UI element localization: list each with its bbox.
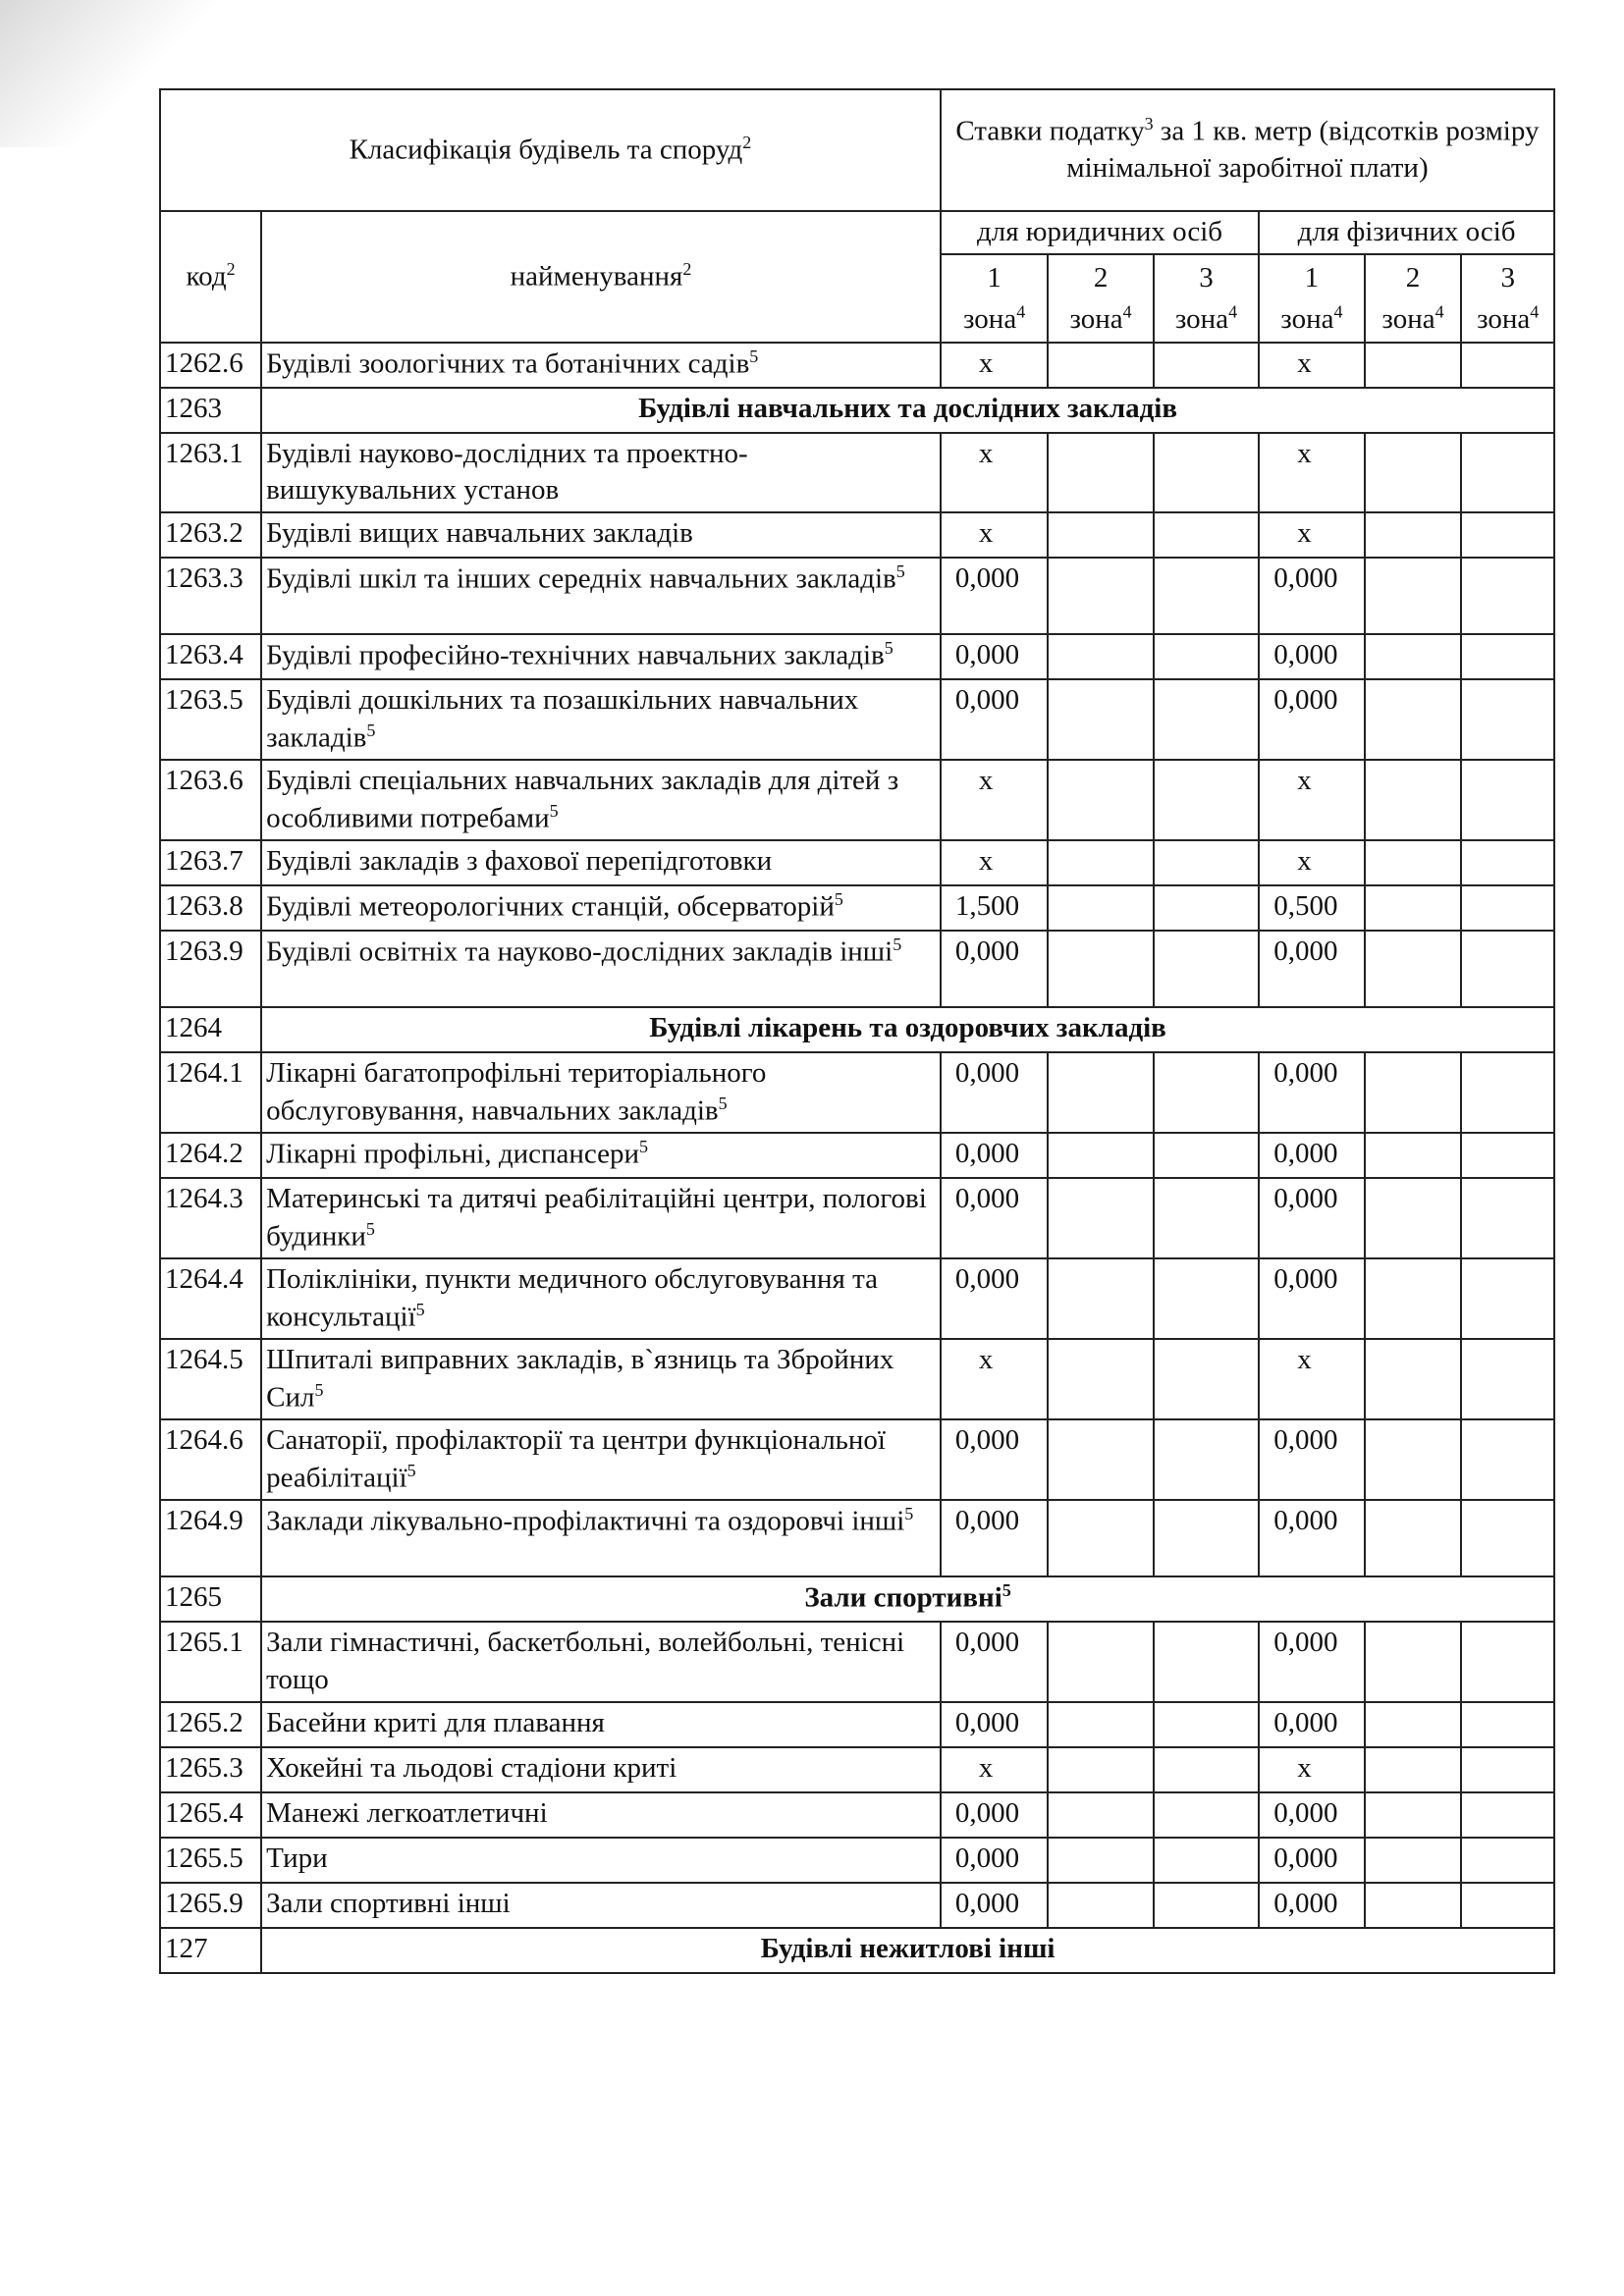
footnote-mark: 5 [639,1137,648,1157]
rate-cell: 0,000 [941,1258,1049,1339]
rate-cell [1154,1133,1259,1178]
rate-cell [1048,558,1153,634]
row-name-text: Будівлі дошкільних та позашкільних навчальних закладів [266,684,859,754]
row-name [261,1883,941,1928]
rate-cell: 0,000 [941,1052,1049,1133]
row-name [261,512,941,558]
row-name [261,433,941,512]
zone-footnote: 4 [1122,301,1132,322]
rate-cell: 0,000 [1259,634,1364,679]
section-title-text: Зали спортивні [804,1582,1002,1615]
section-title-text: Будівлі нежитлові інші [760,1932,1056,1964]
rate-cell [1365,1258,1462,1339]
rate-cell: 0,000 [941,558,1049,634]
footnote-mark: 5 [1001,1580,1011,1601]
row-name-text: Санаторії, профілакторії та центри функціональної реабілітації [266,1424,886,1494]
row-name [261,931,941,1007]
footnote-mark: 5 [365,1218,375,1239]
legal-entities-header: для юридичних осіб [941,211,1259,254]
table-row [160,343,1554,388]
row-name-text: Будівлі метеорологічних станцій, обсерваторій [266,890,835,923]
rate-cell [1461,1747,1554,1792]
row-code: 1263.1 [160,433,261,512]
section-title-text: Будівлі навчальних та дослідних закладів [638,392,1178,424]
rate-cell: 0,000 [941,1178,1049,1258]
section-title [261,388,1554,433]
rate-cell [1048,634,1153,679]
row-name-text: Будівлі закладів з фахової перепідготовки [266,845,773,878]
rate-cell [1048,885,1153,931]
row-name-text: Заклади лікувально-профілактичні та оздоровчі інші [266,1506,905,1538]
footnote-mark: 5 [895,561,905,582]
rate-cell [1461,1838,1554,1883]
rate-cell [1461,1258,1554,1339]
rate-cell [1154,343,1259,388]
rate-cell [1461,931,1554,1007]
table-row [160,1178,1554,1258]
rate-cell [1154,1339,1259,1419]
table-row [160,1500,1554,1576]
rate-cell: 0,000 [1259,1419,1364,1500]
rate-cell [1365,1883,1462,1928]
rate-cell [1365,760,1462,840]
rate-cell [1154,840,1259,885]
zone-number: 3 [1500,261,1515,294]
rate-cell [1154,1258,1259,1339]
rate-cell: x [941,512,1049,558]
rate-cell: 0,000 [1259,1133,1364,1178]
rate-cell [1048,1258,1153,1339]
table-row [160,679,1554,760]
zone-footnote: 4 [1228,301,1238,322]
rate-cell: x [1259,512,1364,558]
table-row [160,1133,1554,1178]
row-name-text: Шпиталі виправних закладів, в`язниць та Збройних Сил [266,1344,894,1414]
rate-cell [1461,1339,1554,1419]
rate-cell: 0,000 [1259,1883,1364,1928]
rate-cell [1154,1747,1259,1792]
table-header [160,89,1554,343]
rate-cell [1154,558,1259,634]
rate-cell [1365,1339,1462,1419]
rate-cell: 0,000 [1259,1702,1364,1747]
row-name-text: Будівлі зоологічних та ботанічних садів [266,347,750,380]
table-row [160,634,1554,679]
zone-header [941,254,1049,343]
rate-cell [1048,512,1153,558]
table-row [160,1339,1554,1419]
section-row [160,1928,1554,1973]
zone-number: 3 [1199,261,1214,294]
section-row [160,388,1554,433]
zone-footnote: 4 [1435,301,1444,322]
rate-cell [1048,840,1153,885]
row-name [261,840,941,885]
table-row [160,1792,1554,1838]
footnote-mark: 5 [904,1504,914,1524]
rate-cell: 0,000 [941,1792,1049,1838]
rate-cell [1461,679,1554,760]
section-code: 1263 [160,388,261,433]
rate-cell [1461,1622,1554,1701]
table-row [160,1052,1554,1133]
rate-cell: x [1259,760,1364,840]
row-name-text: Будівлі вищих навчальних закладів [266,517,693,550]
rate-cell [1365,343,1462,388]
rate-cell [1048,1419,1153,1500]
row-name-text: Тири [266,1842,328,1874]
code-header: код$^2$ [160,211,261,343]
rate-cell [1461,433,1554,512]
rate-cell [1048,1052,1153,1133]
footnote-mark: 5 [366,720,376,740]
table-row [160,512,1554,558]
rate-cell: x [1259,343,1364,388]
name-header: найменування$^2$ [261,211,941,343]
rate-cell [1048,760,1153,840]
row-name [261,885,941,931]
rate-cell: 0,000 [1259,1052,1364,1133]
rate-cell [1365,1500,1462,1576]
rate-cell [1048,1883,1153,1928]
rate-cell [1048,343,1153,388]
section-title-text: Будівлі лікарень та оздоровчих закладів [649,1012,1166,1044]
row-name [261,1419,941,1500]
zone-footnote: 4 [1016,301,1026,322]
rate-cell: 0,000 [1259,679,1364,760]
row-name-text: Басейни криті для плавання [266,1706,605,1738]
rate-cell: x [1259,1747,1364,1792]
footnote-mark: 5 [893,934,902,955]
row-name-text: Лікарні профільні, диспансери [266,1138,639,1170]
rate-cell: 0,000 [941,1419,1049,1500]
row-name [261,1052,941,1133]
row-name [261,1622,941,1701]
footnote-mark: 5 [549,800,559,821]
rate-cell: 0,500 [1259,885,1364,931]
rates-header: Ставки податку$^3$ за 1 кв. метр (відсотків розміру мінімальної заробітної плати) [941,89,1554,211]
rate-cell [1154,634,1259,679]
row-name-text: Материнські та дитячі реабілітаційні центри, пологові будинки [266,1183,927,1253]
rate-cell [1365,433,1462,512]
zone-word: зона [1477,302,1531,335]
zone-number: 1 [987,261,1001,294]
row-code: 1265.1 [160,1622,261,1701]
rate-cell: 0,000 [1259,558,1364,634]
zone-header [1461,254,1554,343]
section-code: 1265 [160,1576,261,1622]
rate-cell: x [941,343,1049,388]
row-code: 1263.7 [160,840,261,885]
footnote-mark: 5 [406,1461,416,1481]
zone-number: 1 [1304,261,1320,294]
rate-cell: 0,000 [941,634,1049,679]
row-code: 1264.3 [160,1178,261,1258]
row-name [261,343,941,388]
rate-cell [1048,1702,1153,1747]
row-name [261,558,941,634]
rate-cell: 0,000 [941,1622,1049,1701]
zone-word: зона [963,302,1017,335]
rate-cell [1154,1178,1259,1258]
rate-cell [1048,1500,1153,1576]
rate-cell: 0,000 [941,679,1049,760]
row-name-text: Зали гімнастичні, баскетбольні, волейбольні, тенісні тощо [266,1627,905,1696]
rate-cell [1365,558,1462,634]
rate-cell [1365,1838,1462,1883]
rate-cell: 0,000 [941,1500,1049,1576]
section-row [160,1007,1554,1052]
row-code: 1265.9 [160,1883,261,1928]
row-code: 1263.5 [160,679,261,760]
row-name [261,1339,941,1419]
row-code: 1265.4 [160,1792,261,1838]
rate-cell [1461,1133,1554,1178]
row-name-text: Зали спортивні інші [266,1887,511,1919]
rate-cell [1461,760,1554,840]
table-row [160,1702,1554,1747]
zone-footnote: 4 [1333,301,1343,322]
rate-cell [1365,1178,1462,1258]
rate-cell [1048,679,1153,760]
row-code: 1264.5 [160,1339,261,1419]
rate-cell: 0,000 [1259,1622,1364,1701]
rate-cell: 1,500 [941,885,1049,931]
table-row [160,558,1554,634]
rate-cell: x [941,1339,1049,1419]
rate-cell [1365,931,1462,1007]
table-row [160,931,1554,1007]
footnote-mark: 5 [718,1093,728,1113]
rate-cell: 0,000 [941,1702,1049,1747]
rate-cell [1365,840,1462,885]
rate-cell [1461,634,1554,679]
rate-cell [1154,885,1259,931]
section-title [261,1576,1554,1622]
rate-cell [1461,1792,1554,1838]
rate-cell: x [1259,433,1364,512]
rate-cell [1154,760,1259,840]
row-code: 1263.4 [160,634,261,679]
row-code: 1265.5 [160,1838,261,1883]
rate-cell [1365,1622,1462,1701]
rate-cell [1048,1792,1153,1838]
row-name [261,1133,941,1178]
row-code: 1264.6 [160,1419,261,1500]
rate-cell [1365,1052,1462,1133]
rate-cell [1461,1883,1554,1928]
rate-cell [1365,1419,1462,1500]
row-name-text: Будівлі професійно-технічних навчальних закладів [266,639,885,671]
rate-cell [1154,1838,1259,1883]
rate-cell [1365,885,1462,931]
rate-cell [1048,1339,1153,1419]
row-name-text: Будівлі науково-дослідних та проектно-вишукувальних установ [266,437,748,507]
rate-cell: x [941,1747,1049,1792]
row-code: 1264.1 [160,1052,261,1133]
rate-cell [1365,512,1462,558]
footnote-mark: 5 [749,346,759,366]
row-code: 1263.2 [160,512,261,558]
rate-cell: 0,000 [1259,1500,1364,1576]
row-name-text: Лікарні багатопрофільні територіального обслуговування, навчальних закладів [266,1057,767,1127]
zone-word: зона [1381,302,1435,335]
rate-cell [1461,1500,1554,1576]
zone-word: зона [1280,302,1334,335]
row-name [261,1178,941,1258]
row-code: 1265.2 [160,1702,261,1747]
rate-cell: x [1259,1339,1364,1419]
row-code: 1263.9 [160,931,261,1007]
section-title [261,1928,1554,1973]
individuals-header: для фізичних осіб [1259,211,1554,254]
footnote-mark: 5 [415,1299,425,1319]
row-code: 1263.3 [160,558,261,634]
rate-cell [1365,1747,1462,1792]
classification-header: Класифікація будівель та споруд$^2$ [160,89,941,211]
rate-cell [1461,840,1554,885]
rate-cell [1154,1702,1259,1747]
rate-cell [1461,343,1554,388]
table-row [160,1622,1554,1701]
table-row [160,1419,1554,1500]
row-code: 1264.4 [160,1258,261,1339]
row-code: 1263.6 [160,760,261,840]
rate-cell [1154,679,1259,760]
rate-cell [1461,1702,1554,1747]
rate-cell [1461,1052,1554,1133]
section-code: 1264 [160,1007,261,1052]
rate-cell: 0,000 [941,1838,1049,1883]
row-code: 1265.3 [160,1747,261,1792]
rate-cell [1048,931,1153,1007]
rate-cell [1048,1622,1153,1701]
footnote-mark: 5 [314,1380,324,1400]
rate-cell: 0,000 [1259,931,1364,1007]
row-name [261,679,941,760]
zone-word: зона [1069,302,1123,335]
row-name [261,1792,941,1838]
row-name-text: Будівлі освітніх та науково-дослідних закладів інші [266,935,893,968]
section-code: 127 [160,1928,261,1973]
table-row [160,1838,1554,1883]
table-row [160,840,1554,885]
rate-cell [1365,634,1462,679]
row-name [261,1838,941,1883]
rate-cell [1048,1178,1153,1258]
zone-header [1154,254,1259,343]
table-row [160,760,1554,840]
rate-cell [1048,1838,1153,1883]
row-name [261,1500,941,1576]
rate-cell [1154,1792,1259,1838]
footnote-mark: 5 [834,889,843,910]
rate-cell [1154,433,1259,512]
zone-word: зона [1174,302,1229,335]
zone-number: 2 [1093,261,1109,294]
rate-cell [1048,433,1153,512]
row-name [261,1258,941,1339]
rate-cell [1154,1883,1259,1928]
section-title [261,1007,1554,1052]
rate-cell [1461,558,1554,634]
rate-cell [1365,1702,1462,1747]
rate-cell [1048,1133,1153,1178]
row-name-text: Будівлі шкіл та інших середніх навчальних закладів [266,562,896,595]
zone-header [1048,254,1153,343]
rate-cell: 0,000 [941,931,1049,1007]
rate-cell [1365,679,1462,760]
row-name-text: Поліклініки, пункти медичного обслуговування та консультації [266,1263,879,1333]
rate-cell [1048,1747,1153,1792]
row-name [261,760,941,840]
row-name-text: Манежі легкоатлетичні [266,1796,548,1829]
row-code: 1264.9 [160,1500,261,1576]
row-name [261,1702,941,1747]
zone-header [1259,254,1364,343]
rate-cell [1365,1792,1462,1838]
row-name-text: Хокейні та льодові стадіони криті [266,1751,677,1784]
rate-cell [1154,931,1259,1007]
zone-footnote: 4 [1530,301,1540,322]
table-row [160,433,1554,512]
rate-cell: x [1259,840,1364,885]
rate-cell [1461,1419,1554,1500]
tax-rates-table [159,88,1555,1974]
rate-cell [1154,1052,1259,1133]
rate-cell: 0,000 [941,1883,1049,1928]
rate-cell: 0,000 [1259,1838,1364,1883]
rate-cell: 0,000 [1259,1258,1364,1339]
rate-cell: x [941,433,1049,512]
rate-cell [1461,885,1554,931]
rate-cell: x [941,840,1049,885]
table-row [160,1747,1554,1792]
rate-cell [1154,1622,1259,1701]
row-name [261,634,941,679]
row-code: 1263.8 [160,885,261,931]
rate-cell [1461,1178,1554,1258]
rate-cell [1154,512,1259,558]
rate-cell [1461,512,1554,558]
rate-cell: 0,000 [1259,1178,1364,1258]
zone-number: 2 [1405,261,1421,294]
row-code: 1264.2 [160,1133,261,1178]
row-code: 1262.6 [160,343,261,388]
section-row [160,1576,1554,1622]
rate-cell: 0,000 [941,1133,1049,1178]
table-row [160,885,1554,931]
row-name-text: Будівлі спеціальних навчальних закладів для дітей з особливими потребами [266,765,899,834]
rate-cell [1154,1419,1259,1500]
rate-cell [1365,1133,1462,1178]
footnote-mark: 5 [884,638,893,659]
rate-cell [1154,1500,1259,1576]
rate-cell: x [941,760,1049,840]
table-row [160,1883,1554,1928]
table-row [160,1258,1554,1339]
rate-cell: 0,000 [1259,1792,1364,1838]
table-body [160,343,1554,1973]
row-name [261,1747,941,1792]
zone-header [1365,254,1462,343]
